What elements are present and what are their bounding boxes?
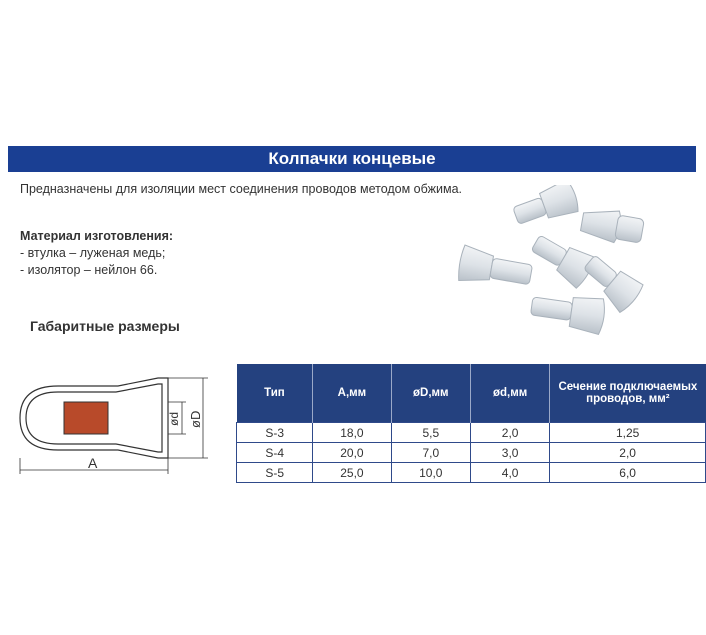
material-block: [20, 228, 173, 279]
dimensions-title: Габаритные размеры: [30, 318, 180, 334]
table-cell: 2,0: [471, 423, 550, 443]
table-cell: 5,5: [391, 423, 470, 443]
material-heading: Материал изготовления:: [20, 229, 174, 243]
table-cell: 7,0: [391, 443, 470, 463]
table-row: [237, 463, 706, 483]
material-line: - изолятор – нейлон 66.: [20, 263, 158, 277]
col-header-d-small: ød,мм: [471, 364, 550, 423]
table-cell: 3,0: [471, 443, 550, 463]
table-cell: S-3: [237, 423, 313, 443]
dimension-drawing: [18, 376, 228, 476]
col-header-cross-section: Сечение подключаемых проводов, мм²: [550, 364, 706, 423]
spec-table: [236, 364, 706, 483]
table-cell: 25,0: [313, 463, 391, 483]
col-header-type: Тип: [237, 364, 313, 423]
material-line: - втулка – луженая медь;: [20, 246, 166, 260]
table-header-row: [237, 364, 706, 423]
table-cell: 4,0: [471, 463, 550, 483]
label-a: A: [88, 455, 98, 471]
table-cell: S-5: [237, 463, 313, 483]
table-cell: 6,0: [550, 463, 706, 483]
label-d-big: øD: [188, 410, 203, 428]
table-cell: S-4: [237, 443, 313, 463]
table-cell: 10,0: [391, 463, 470, 483]
col-header-d-big: øD,мм: [391, 364, 470, 423]
page-title-banner: Колпачки концевые: [8, 146, 696, 172]
product-photo: [455, 185, 695, 345]
table-cell: 1,25: [550, 423, 706, 443]
label-d-small: ød: [167, 411, 181, 426]
intro-text: Предназначены для изоляции мест соединения проводов методом обжима.: [20, 182, 463, 196]
col-header-a: A,мм: [313, 364, 391, 423]
table-cell: 20,0: [313, 443, 391, 463]
table-row: [237, 443, 706, 463]
table-cell: 18,0: [313, 423, 391, 443]
table-cell: 2,0: [550, 443, 706, 463]
table-row: [237, 423, 706, 443]
